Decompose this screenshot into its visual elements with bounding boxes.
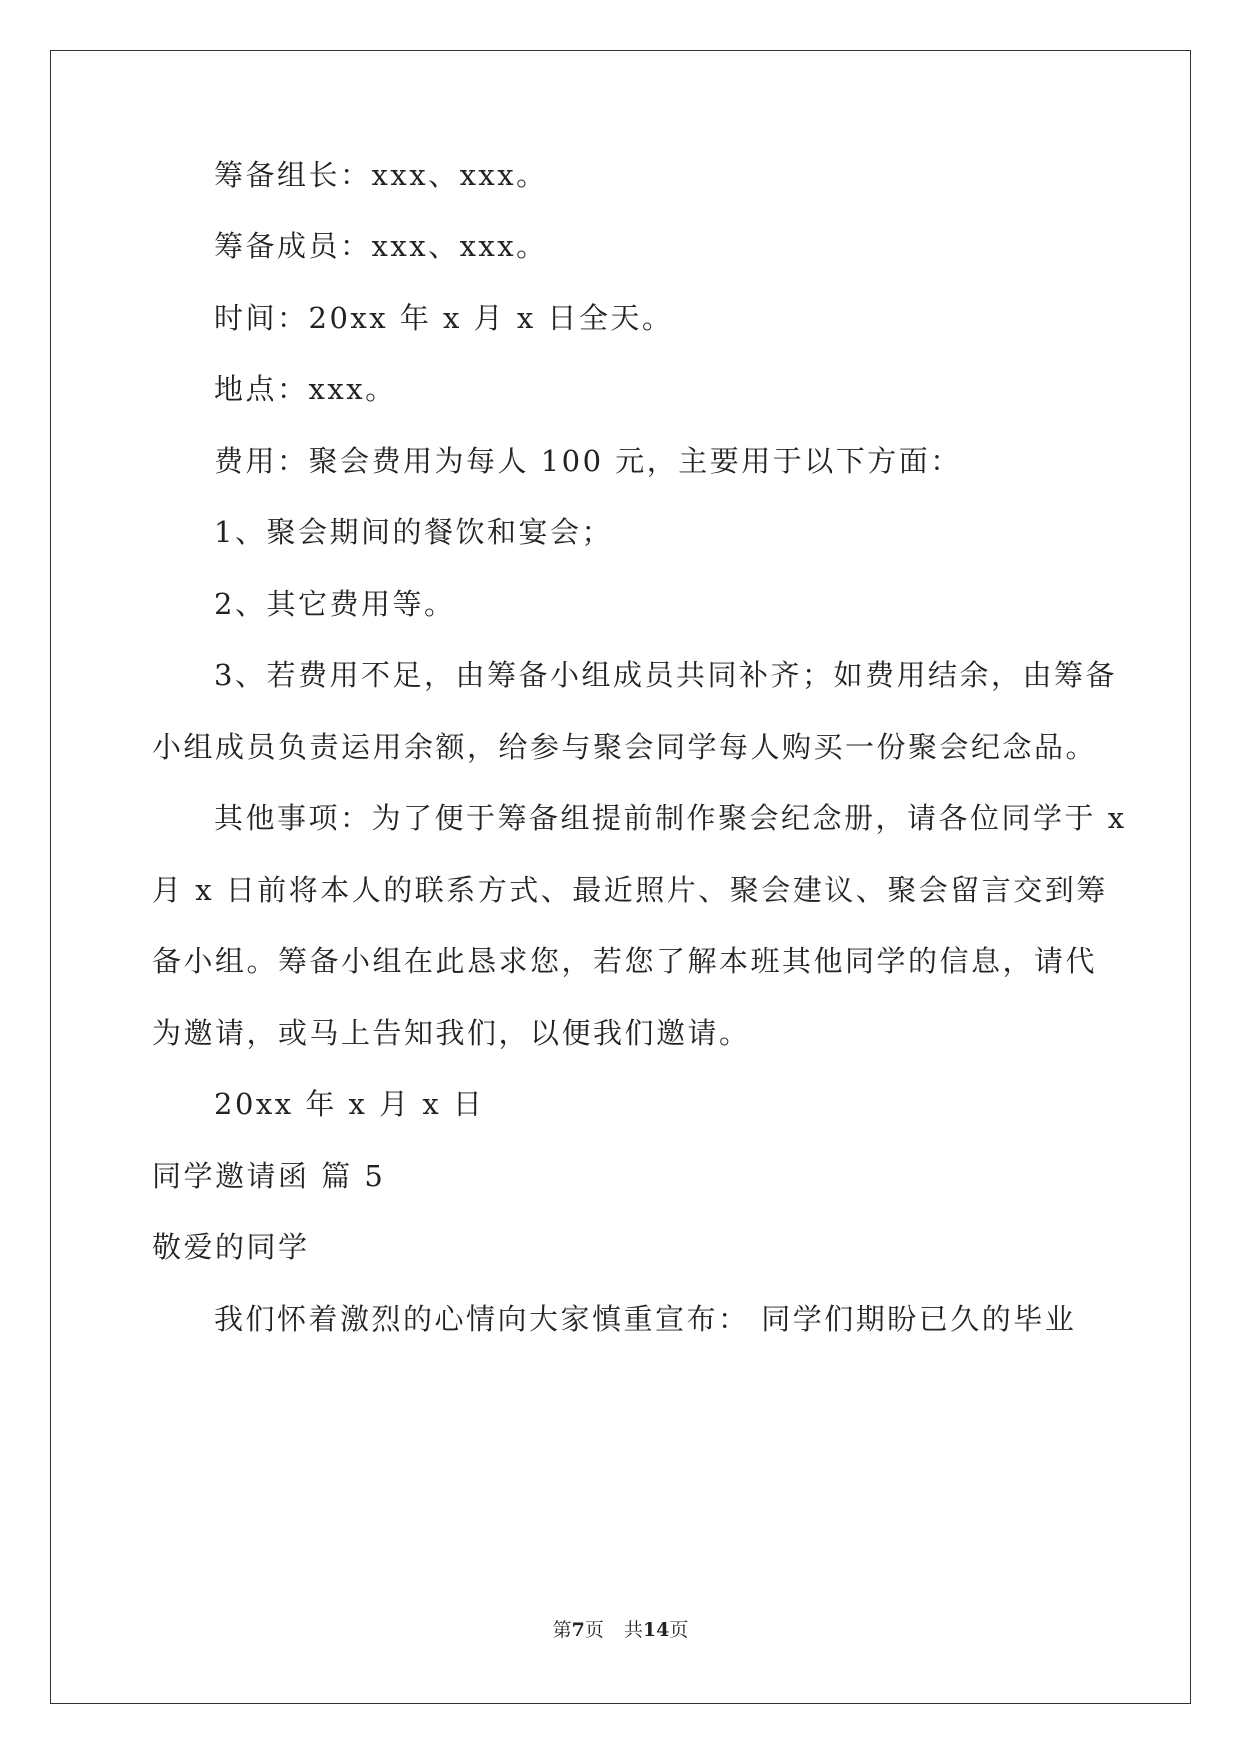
text-line-fee-item-3: 3、若费用不足，由筹备小组成员共同补齐；如费用结余，由筹备 xyxy=(214,658,1117,692)
footer-page-current: 7 xyxy=(571,1619,585,1641)
text-line-other-matters-cont-3: 为邀请，或马上告知我们，以便我们邀请。 xyxy=(152,1016,751,1050)
salutation: 敬爱的同学 xyxy=(152,1230,310,1264)
text-line-other-matters-cont-1: 月 x 日前将本人的联系方式、最近照片、聚会建议、聚会留言交到筹 xyxy=(152,873,1108,907)
text-line-fee-item-2: 2、其它费用等。 xyxy=(214,587,456,621)
text-line-time: 时间：20xx 年 x 月 x 日全天。 xyxy=(214,301,674,335)
footer-page-prefix: 第 xyxy=(552,1619,572,1641)
text-line-organizer-leaders: 筹备组长：xxx、xxx。 xyxy=(214,158,548,192)
text-line-date: 20xx 年 x 月 x 日 xyxy=(214,1087,485,1121)
text-line-fee-item-1: 1、聚会期间的餐饮和宴会； xyxy=(214,515,613,549)
text-line-announcement: 我们怀着激烈的心情向大家慎重宣布： 同学们期盼已久的毕业 xyxy=(214,1302,1077,1336)
section-heading: 同学邀请函 篇 5 xyxy=(152,1159,386,1193)
footer-page-total: 14 xyxy=(642,1619,670,1641)
footer-total-prefix: 共 xyxy=(623,1619,643,1641)
page-footer xyxy=(0,1618,1241,1642)
text-line-other-matters: 其他事项：为了便于筹备组提前制作聚会纪念册，请各位同学于 x xyxy=(214,801,1127,835)
text-line-fee-item-3-cont: 小组成员负责运用余额，给参与聚会同学每人购买一份聚会纪念品。 xyxy=(152,730,1098,764)
text-line-location: 地点：xxx。 xyxy=(214,372,397,406)
text-line-other-matters-cont-2: 备小组。筹备小组在此恳求您，若您了解本班其他同学的信息，请代 xyxy=(152,944,1098,978)
footer-page-mid: 页 xyxy=(584,1619,604,1641)
footer-total-suffix: 页 xyxy=(669,1619,689,1641)
text-line-fee: 费用：聚会费用为每人 100 元，主要用于以下方面： xyxy=(214,444,962,478)
text-line-organizer-members: 筹备成员：xxx、xxx。 xyxy=(214,229,548,263)
